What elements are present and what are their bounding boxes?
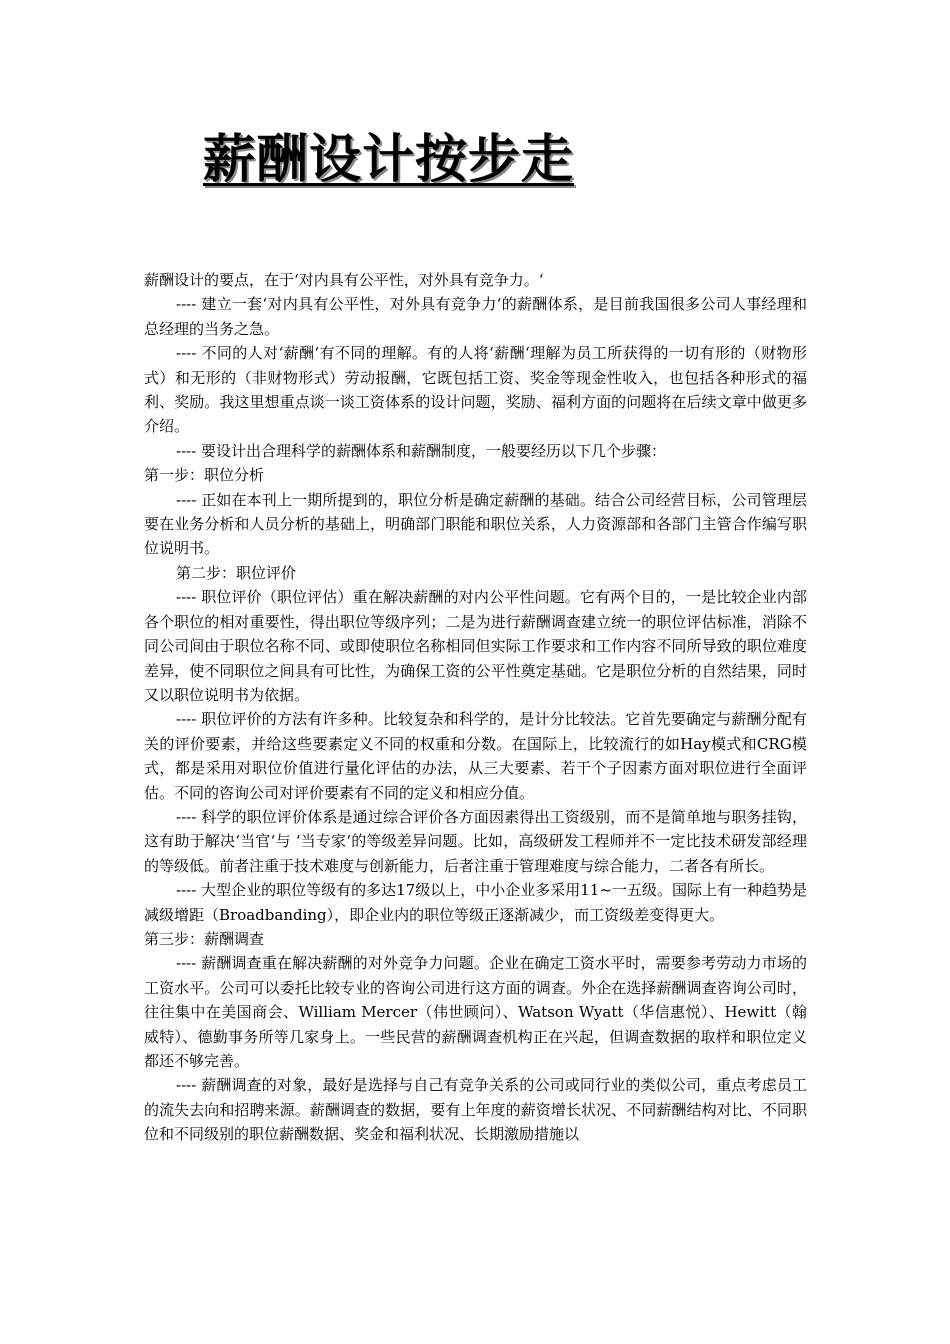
body-paragraph: ---- 职位评价的方法有许多种。比较复杂和科学的，是计分比较法。它首先要确定与薪酬分配有关的评价要素，并给这些要素定义不同的权重和分数。在国际上，比较流行的如Hay模式和CRG模式，都是采用对职位价值进行量化评估的办法，从三大要素、若干个子因素方面对职位进行全面评估。不同的咨询公司对评价要素有不同的定义和相应分值。 bbox=[144, 710, 807, 802]
body-paragraph: ---- 职位评价（职位评估）重在解决薪酬的对内公平性问题。它有两个目的，一是比较企业内部各个职位的相对重要性，得出职位等级序列；二是为进行薪酬调查建立统一的职位评估标准，消除不同公司间由于职位名称不同、或即使职位名称相同但实际工作要求和工作内容不同所导致的职位难度差异，使不同职位之间具有可比性，为确保工资的公平性奠定基础。它是职位分析的自然结果，同时又以职位说明书为依据。 bbox=[144, 588, 807, 704]
section-paragraph: 第三步：薪酬调查 bbox=[144, 929, 265, 948]
body-paragraph: ---- 科学的职位评价体系是通过综合评价各方面因素得出工资级别，而不是简单地与职务挂钩，这有助于解决‘当官‘与 ‘当专家‘的等级差异问题。比如，高级研发工程师并不一定比技术研发部经理的等级低。前者注重于技术难度与创新能力，后者注重于管理难度与综合能力，二者各有所长。 bbox=[144, 807, 807, 875]
body-paragraph: ---- 薪酬调查重在解决薪酬的对外竞争力问题。企业在确定工资水平时，需要参考劳动力市场的工资水平。公司可以委托比较专业的咨询公司进行这方面的调查。外企在选择薪酬调查咨询公司时，往往集中在美国商会、William Mercer（伟世顾问）、Watson Wyatt（华信惠悦）、Hewitt（翰威特）、德勤事务所等几家身上。一些民营的薪酬调查机构正在兴起，但调查数据的取样和职位定义都还不够完善。 bbox=[144, 954, 807, 1070]
body-paragraph: ---- 要设计出合理科学的薪酬体系和薪酬制度，一般要经历以下几个步骤： bbox=[176, 441, 667, 460]
body-paragraph: ---- 大型企业的职位等级有的多达17级以上，中小企业多采用11~一五级。国际上有一种趋势是减级增距（Broadbanding），即企业内的职位等级正逐渐减少，而工资级差变得更大。 bbox=[144, 881, 807, 924]
section-paragraph: 薪酬设计的要点，在于‘对内具有公平性，对外具有竞争力。‘ bbox=[144, 271, 544, 289]
body-paragraph: ---- 不同的人对‘薪酬‘有不同的理解。有的人将‘薪酬‘理解为员工所获得的一切有形的（财物形式）和无形的（非财物形式）劳动报酬，它既包括工资、奖金等现金性收入，也包括各种形式的福利、奖励。我这里想重点谈一谈工资体系的设计问题，奖励、福利方面的问题将在后续文章中做更多介绍。 bbox=[144, 344, 807, 436]
body-paragraph: ---- 薪酬调查的对象，最好是选择与自己有竞争关系的公司或同行业的类似公司，重点考虑员工的流失去向和招聘来源。薪酬调查的数据，要有上年度的薪资增长状况、不同薪酬结构对比、不同职位和不同级别的职位薪酬数据、奖金和福利状况、长期激励措施以 bbox=[144, 1076, 807, 1144]
body-paragraph: 第二步：职位评价 bbox=[176, 563, 297, 582]
body-paragraph: ---- 正如在本刊上一期所提到的，职位分析是确定薪酬的基础。结合公司经营目标，公司管理层要在业务分析和人员分析的基础上，明确部门职能和职位关系，人力资源部和各部门主管合作编写职位说明书。 bbox=[144, 490, 807, 558]
body-paragraph: ---- 建立一套‘对内具有公平性，对外具有竞争力‘的薪酬体系，是目前我国很多公司人事经理和总经理的当务之急。 bbox=[144, 295, 807, 338]
document-title: 薪酬设计按步走 bbox=[203, 130, 575, 190]
section-paragraph: 第一步：职位分析 bbox=[144, 466, 265, 485]
document-body bbox=[144, 268, 807, 1147]
